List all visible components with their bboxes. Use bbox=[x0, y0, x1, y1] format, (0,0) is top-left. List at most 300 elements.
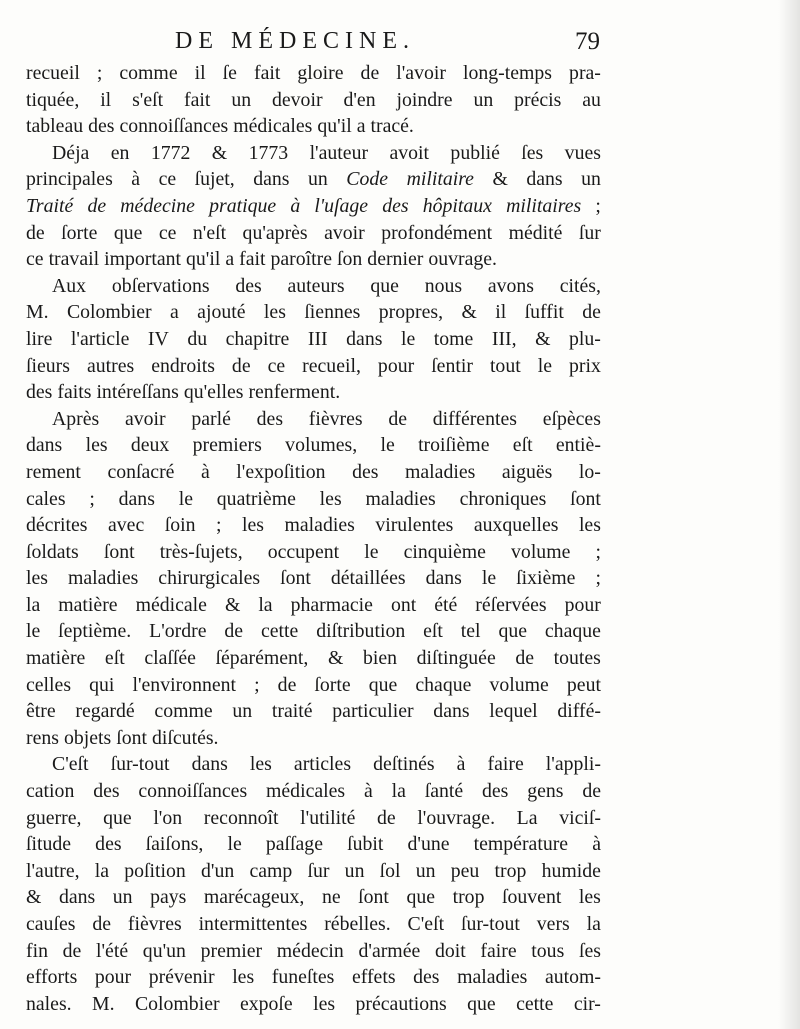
text-word: l'article bbox=[70, 327, 130, 350]
text-word: fait bbox=[239, 248, 266, 271]
text-word: traité bbox=[271, 700, 313, 723]
text-word: des bbox=[93, 780, 120, 803]
text-word: médicales bbox=[266, 780, 346, 803]
text-word: fièvres bbox=[308, 407, 363, 430]
text-word: ſes bbox=[521, 141, 544, 164]
text-word: l'autre, bbox=[26, 859, 80, 882]
text-word: tel bbox=[460, 620, 481, 643]
text-word: quatrième bbox=[216, 487, 296, 510]
text-word: de bbox=[515, 647, 535, 670]
text-line bbox=[26, 884, 601, 911]
text-word: parlé bbox=[191, 407, 231, 430]
text-word: avons bbox=[487, 274, 534, 297]
text-word: à bbox=[456, 753, 466, 776]
text-word: ſe bbox=[222, 62, 237, 84]
text-word: autres bbox=[86, 354, 135, 377]
text-word: un bbox=[112, 886, 133, 909]
text-word: des bbox=[413, 966, 440, 989]
text-word: tous bbox=[531, 939, 565, 962]
text-word: nous bbox=[424, 274, 463, 297]
text-word: ſol bbox=[379, 859, 401, 882]
text-line bbox=[26, 432, 601, 459]
text-word: prévenir bbox=[148, 966, 215, 989]
text-word: d'une bbox=[407, 833, 450, 856]
text-line bbox=[26, 140, 601, 167]
text-word: diffé- bbox=[557, 700, 601, 723]
text-word: paſſage bbox=[265, 833, 323, 856]
text-line bbox=[26, 459, 601, 486]
text-word: tout bbox=[489, 354, 521, 377]
text-word: ; bbox=[595, 194, 601, 217]
text-word: avoit bbox=[389, 141, 430, 164]
body-text bbox=[26, 60, 601, 1017]
text-word: Colombier bbox=[66, 301, 152, 324]
text-word: III, bbox=[491, 327, 517, 350]
text-word: maladies bbox=[457, 966, 528, 989]
text-word: gloire bbox=[297, 62, 344, 84]
text-word: & bbox=[327, 647, 344, 670]
text-word: auteurs bbox=[287, 274, 345, 297]
text-word: médité bbox=[508, 221, 563, 244]
text-word: ſiennes bbox=[304, 301, 361, 324]
text-word: médecin bbox=[276, 939, 344, 962]
text-word: détaillées bbox=[330, 567, 406, 590]
text-word: gens bbox=[527, 780, 564, 803]
text-word: cation bbox=[26, 780, 75, 803]
text-word: être bbox=[26, 700, 56, 723]
text-word: à bbox=[592, 833, 601, 856]
text-word: principales bbox=[26, 168, 113, 191]
text-word: des bbox=[382, 194, 409, 217]
text-word: le bbox=[227, 833, 242, 856]
text-word: Déja bbox=[52, 141, 90, 164]
text-word: ſanté bbox=[424, 780, 464, 803]
text-word: ſujet, bbox=[194, 168, 235, 191]
text-word: fait bbox=[253, 62, 281, 84]
text-word: pays bbox=[150, 886, 187, 909]
page-edge-shadow bbox=[778, 0, 800, 1029]
text-word: il bbox=[100, 88, 112, 111]
text-line bbox=[26, 618, 601, 645]
page-header bbox=[20, 28, 600, 60]
text-word: cales bbox=[26, 487, 66, 510]
text-word: maladies bbox=[67, 567, 139, 590]
text-word: la bbox=[26, 593, 41, 616]
text-line bbox=[26, 991, 601, 1018]
text-word: important bbox=[104, 248, 182, 271]
text-word: n'eſt bbox=[192, 221, 227, 244]
text-word: auxquelles bbox=[473, 514, 559, 537]
text-word: deux bbox=[130, 434, 170, 457]
text-word: devoir bbox=[272, 88, 323, 111]
text-word: l'on bbox=[153, 806, 183, 829]
text-word: avec bbox=[108, 514, 145, 537]
text-word: prix bbox=[569, 354, 601, 377]
text-word: recueil, bbox=[302, 354, 361, 377]
text-word: la bbox=[586, 913, 601, 935]
text-word: des bbox=[235, 274, 262, 297]
text-word: tracé. bbox=[370, 115, 414, 138]
text-word: l'ouvrage. bbox=[417, 806, 496, 829]
running-head: DE MÉDECINE. bbox=[175, 28, 415, 54]
text-word: aiguës bbox=[501, 460, 553, 483]
text-word: propres, bbox=[378, 301, 444, 324]
text-word: faits bbox=[57, 381, 92, 404]
text-word: faire bbox=[487, 753, 524, 776]
text-word: qu'un bbox=[142, 939, 186, 962]
text-word: 1773 bbox=[248, 141, 289, 164]
text-word: tome bbox=[433, 327, 474, 350]
text-word: température bbox=[473, 833, 569, 856]
text-line bbox=[26, 246, 601, 273]
text-word: maladies bbox=[365, 487, 436, 510]
text-word: les bbox=[26, 567, 48, 590]
text-line bbox=[26, 778, 601, 805]
text-word: fait bbox=[184, 88, 211, 111]
text-word: des bbox=[256, 407, 284, 430]
text-word: funeſtes bbox=[271, 966, 335, 989]
text-word: rébelles. bbox=[324, 913, 391, 935]
text-word: il bbox=[495, 301, 507, 324]
text-word: l'utilité bbox=[300, 806, 356, 829]
text-word: d'armée bbox=[358, 939, 421, 962]
text-word: vues bbox=[564, 141, 601, 164]
text-word: dans bbox=[253, 168, 290, 191]
text-line bbox=[26, 166, 601, 193]
text-word: cette bbox=[516, 992, 554, 1015]
text-word: cauſes bbox=[26, 913, 76, 935]
text-word: expoſe bbox=[239, 992, 293, 1015]
text-word: dans bbox=[346, 327, 383, 350]
text-word: ſont bbox=[280, 567, 311, 590]
text-word: qu'après bbox=[242, 221, 308, 244]
text-line bbox=[26, 486, 601, 513]
text-word: un bbox=[415, 859, 436, 882]
text-word: ajouté bbox=[197, 301, 246, 324]
text-word: dans bbox=[191, 753, 228, 776]
text-word: des bbox=[352, 460, 379, 483]
text-line bbox=[26, 220, 601, 247]
text-word: trop bbox=[452, 886, 485, 909]
text-word: dernier bbox=[367, 248, 424, 271]
text-word: reconnoît bbox=[203, 806, 279, 829]
text-word: chaque bbox=[415, 673, 472, 696]
text-word: particulier bbox=[332, 700, 414, 723]
text-line bbox=[26, 858, 601, 885]
text-line bbox=[26, 645, 601, 672]
text-word: cinquième bbox=[403, 540, 486, 563]
text-line bbox=[26, 565, 601, 592]
text-word: les bbox=[313, 992, 336, 1015]
text-word: claſſée bbox=[144, 647, 196, 670]
text-word: militaires bbox=[506, 194, 582, 217]
text-word: bien bbox=[362, 647, 398, 670]
text-word: qui bbox=[89, 673, 115, 696]
text-word: endroits bbox=[151, 354, 215, 377]
text-word: ſubit bbox=[347, 833, 384, 856]
text-line bbox=[26, 592, 601, 619]
text-word: le bbox=[537, 354, 552, 377]
text-word: faire bbox=[480, 939, 517, 962]
text-word: ſon bbox=[337, 248, 363, 271]
text-word: ſont bbox=[116, 726, 148, 749]
text-word: a bbox=[225, 248, 235, 271]
text-word: dans bbox=[425, 567, 462, 590]
text-word: M. bbox=[26, 301, 49, 324]
text-word: réſervées bbox=[475, 593, 547, 616]
text-word: dans bbox=[433, 700, 470, 723]
text-word: pour bbox=[377, 354, 415, 377]
text-word: les bbox=[242, 514, 265, 537]
text-word: maladies bbox=[284, 514, 355, 537]
text-word: peu bbox=[450, 859, 480, 882]
text-word: a bbox=[356, 115, 366, 138]
text-word: des bbox=[88, 115, 115, 138]
text-word: & bbox=[492, 168, 508, 191]
text-word: joindre bbox=[396, 88, 453, 111]
text-word: nales. bbox=[26, 992, 72, 1015]
text-word: maladies bbox=[405, 460, 476, 483]
text-line bbox=[26, 193, 601, 220]
text-word: ne bbox=[321, 886, 341, 909]
text-word: ce bbox=[158, 168, 177, 191]
text-word: le bbox=[380, 434, 395, 457]
text-word: la bbox=[391, 780, 406, 803]
text-word: très-ſujets, bbox=[159, 540, 243, 563]
text-word: ſes bbox=[578, 939, 601, 962]
text-word: un bbox=[232, 700, 253, 723]
text-word: diſtinguée bbox=[416, 647, 496, 670]
text-word: rement bbox=[26, 460, 81, 483]
text-word: tableau bbox=[26, 115, 84, 138]
text-word: en bbox=[110, 141, 130, 164]
text-line bbox=[26, 725, 601, 752]
text-word: marécageux, bbox=[203, 886, 305, 909]
text-word: à bbox=[200, 460, 210, 483]
text-word: ce bbox=[158, 221, 177, 244]
text-word: Colombier bbox=[134, 992, 220, 1015]
text-word: volume bbox=[511, 540, 571, 563]
text-word: ; bbox=[595, 540, 601, 563]
text-word: ſéparément, bbox=[215, 647, 309, 670]
text-word: les bbox=[319, 487, 342, 510]
text-word: les bbox=[263, 301, 286, 324]
text-word: ; bbox=[89, 487, 95, 510]
text-line bbox=[26, 299, 601, 326]
text-word: comme bbox=[154, 700, 213, 723]
text-line bbox=[26, 911, 601, 938]
text-word: diſtribution bbox=[316, 620, 406, 643]
text-line bbox=[26, 87, 601, 114]
text-word: intéreſſans bbox=[96, 381, 179, 404]
text-line bbox=[26, 406, 601, 433]
text-word: qu'il bbox=[317, 115, 352, 138]
text-word: que bbox=[103, 806, 132, 829]
text-word: qu'elles bbox=[183, 381, 244, 404]
text-word: ; bbox=[96, 62, 103, 84]
text-word: toutes bbox=[553, 647, 601, 670]
text-word: dans bbox=[526, 168, 563, 191]
text-word: ſitude bbox=[26, 833, 72, 856]
text-word: ſoin bbox=[164, 514, 196, 537]
text-word: ouvrage. bbox=[428, 248, 497, 271]
text-word: travail bbox=[48, 248, 100, 271]
text-word: chirurgicales bbox=[158, 567, 261, 590]
text-word: un bbox=[473, 88, 494, 111]
text-word: le bbox=[481, 567, 497, 590]
text-word: deſtinés bbox=[373, 753, 435, 776]
text-word: ; bbox=[595, 567, 601, 590]
text-word: à bbox=[290, 194, 301, 217]
text-word: ; bbox=[216, 514, 222, 537]
text-word: connoiſſances bbox=[119, 115, 229, 138]
text-word: que bbox=[368, 673, 398, 696]
text-word: pour bbox=[94, 966, 132, 989]
text-word: décrites bbox=[26, 514, 88, 537]
text-word: celles bbox=[26, 673, 72, 696]
text-word: la bbox=[258, 593, 273, 616]
text-word: chaque bbox=[544, 620, 601, 643]
text-word: cir- bbox=[573, 992, 601, 1015]
text-word: & bbox=[26, 886, 42, 909]
text-word: comme bbox=[119, 62, 178, 84]
text-word: ont bbox=[390, 593, 417, 616]
text-word: d'un bbox=[200, 859, 235, 882]
text-word: a bbox=[169, 301, 179, 324]
text-word: les bbox=[232, 966, 255, 989]
text-word: de bbox=[87, 194, 107, 217]
text-word: trop bbox=[494, 859, 527, 882]
text-word: de bbox=[26, 221, 45, 244]
text-word: des bbox=[26, 381, 53, 404]
text-line bbox=[26, 698, 601, 725]
text-word: lequel bbox=[489, 700, 538, 723]
text-word: ſoldats bbox=[26, 540, 79, 563]
text-line bbox=[26, 512, 601, 539]
text-word: ſont bbox=[358, 886, 389, 909]
text-word: de bbox=[231, 354, 251, 377]
text-word: eſt bbox=[423, 620, 443, 643]
text-line bbox=[26, 831, 601, 858]
text-word: efforts bbox=[26, 966, 78, 989]
text-word: viciſ- bbox=[559, 806, 601, 829]
text-line bbox=[26, 60, 601, 87]
text-word: lo- bbox=[578, 460, 601, 483]
text-word: L'ordre bbox=[149, 620, 207, 643]
text-word: les bbox=[578, 886, 601, 909]
text-word: l'environnent bbox=[132, 673, 237, 696]
text-word: autom- bbox=[544, 966, 601, 989]
text-word: ſentir bbox=[431, 354, 473, 377]
text-line bbox=[26, 805, 601, 832]
text-word: diſcutés. bbox=[152, 726, 219, 749]
text-word: l'avoir bbox=[396, 62, 446, 84]
text-word: matière bbox=[26, 647, 86, 670]
text-word: lire bbox=[26, 327, 53, 350]
text-word: les bbox=[578, 514, 601, 537]
text-word: l'expoſition bbox=[236, 460, 326, 483]
text-word: rens bbox=[26, 726, 59, 749]
text-word: s'eſt bbox=[132, 88, 164, 111]
page-number: 79 bbox=[575, 28, 600, 55]
text-word: Aux bbox=[52, 274, 87, 297]
text-word: regardé bbox=[75, 700, 135, 723]
text-word: l'appli- bbox=[545, 753, 601, 776]
text-word: pharmacie bbox=[290, 593, 373, 616]
text-line bbox=[26, 379, 601, 406]
text-word: M. bbox=[92, 992, 115, 1015]
text-word: que bbox=[467, 992, 496, 1015]
text-word: un bbox=[581, 168, 601, 191]
text-word: pour bbox=[564, 593, 601, 616]
text-line bbox=[26, 938, 601, 965]
text-word: dans bbox=[118, 487, 155, 510]
text-word: premiers bbox=[192, 434, 262, 457]
text-word: camp bbox=[249, 859, 293, 882]
text-word: été bbox=[434, 593, 458, 616]
text-word: long-temps bbox=[463, 62, 553, 84]
text-word: médicale bbox=[135, 593, 207, 616]
text-word: chapitre bbox=[225, 327, 290, 350]
text-line bbox=[26, 273, 601, 300]
text-word: le bbox=[26, 620, 41, 643]
text-word: avoir bbox=[124, 407, 166, 430]
text-word: ſaiſons, bbox=[145, 833, 204, 856]
text-word: objets bbox=[63, 726, 112, 749]
text-word: cités, bbox=[559, 274, 601, 297]
text-word: entiè- bbox=[555, 434, 601, 457]
text-word: que bbox=[113, 221, 143, 244]
text-word: doit bbox=[434, 939, 466, 962]
text-word: profondément bbox=[381, 221, 493, 244]
text-word: avoir bbox=[324, 221, 365, 244]
text-word: de bbox=[224, 620, 244, 643]
text-line bbox=[26, 751, 601, 778]
text-word: un bbox=[308, 168, 328, 191]
text-word: paroître bbox=[270, 248, 333, 271]
text-word: de bbox=[62, 939, 82, 962]
text-word: de bbox=[360, 62, 380, 84]
text-word: occupent bbox=[267, 540, 340, 563]
text-word: troiſième bbox=[418, 434, 490, 457]
text-word: ſur bbox=[307, 859, 330, 882]
text-word: intermittentes bbox=[198, 913, 308, 935]
text-word: que bbox=[498, 620, 528, 643]
text-word: publié bbox=[450, 141, 500, 164]
text-word: à bbox=[363, 780, 373, 803]
text-word: eſpèces bbox=[542, 407, 601, 430]
text-word: chroniques bbox=[459, 487, 547, 510]
text-word: fièvres bbox=[127, 913, 182, 935]
text-word: ſeptième. bbox=[58, 620, 132, 643]
text-word: que bbox=[370, 274, 399, 297]
text-word: obſervations bbox=[111, 274, 210, 297]
text-word: les bbox=[249, 753, 272, 776]
text-word: C'eſt bbox=[407, 913, 445, 935]
text-word: l'auteur bbox=[309, 141, 369, 164]
text-word: ſieurs bbox=[26, 354, 70, 377]
text-word: ſont bbox=[103, 540, 135, 563]
text-word: les bbox=[85, 434, 108, 457]
text-word: La bbox=[516, 806, 538, 829]
text-word: ſorte bbox=[61, 221, 98, 244]
text-word: au bbox=[582, 88, 601, 111]
text-word: dans bbox=[58, 886, 96, 909]
text-word: plu- bbox=[569, 327, 601, 350]
text-word: l'uſage bbox=[314, 194, 369, 217]
text-word: effets bbox=[351, 966, 396, 989]
text-word: pra- bbox=[569, 62, 601, 84]
